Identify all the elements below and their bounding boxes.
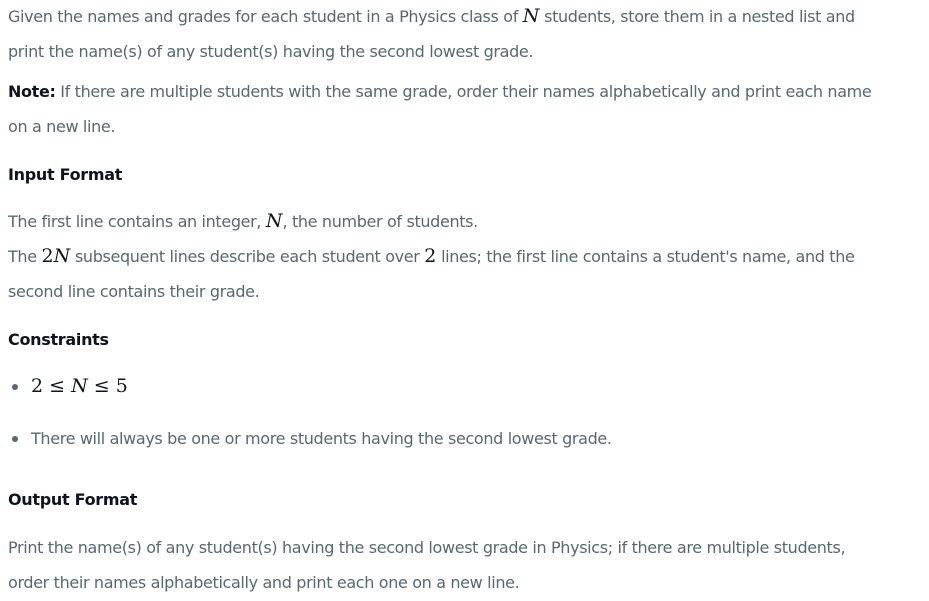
input-format-paragraph	[8, 204, 923, 309]
math-constraint	[31, 369, 128, 404]
math-upper: 5	[115, 375, 128, 397]
math-two: 2	[41, 245, 54, 267]
constraint-item-guarantee	[8, 421, 612, 456]
intro-text-before: Given the names and grades for each student in a Physics class of	[8, 7, 518, 26]
math-n: N	[53, 245, 71, 267]
intro-paragraph	[8, 0, 923, 69]
constraint-item-range	[8, 369, 128, 404]
math-lower: 2	[31, 375, 44, 397]
input-line-2-middle: subsequent lines describe each student over	[74, 247, 420, 266]
note-paragraph	[8, 74, 923, 144]
output-line-1: Print the name(s) of any student(s) having the second lowest grade in Physics; if there are multiple students,	[8, 538, 846, 557]
note-line-1: If there are multiple students with the same grade, order their names alphabetically and print each name	[60, 82, 872, 101]
math-leq: ≤	[93, 375, 110, 397]
input-line-1-before: The first line contains an integer,	[8, 212, 262, 231]
math-n: N	[71, 375, 88, 397]
math-2n	[41, 245, 70, 267]
constraint-text: There will always be one or more students having the second lowest grade.	[31, 429, 612, 448]
input-line-1-after: , the number of students.	[282, 212, 478, 231]
note-label: Note:	[8, 82, 56, 101]
output-line-2: order their names alphabetically and print each one on a new line.	[8, 573, 520, 592]
output-format-paragraph	[8, 530, 923, 600]
output-format-heading: Output Format	[8, 490, 138, 509]
constraints-heading: Constraints	[8, 330, 109, 349]
intro-text-after: students, store them in a nested list and	[544, 7, 855, 26]
math-two: 2	[424, 245, 437, 267]
math-leq: ≤	[49, 375, 66, 397]
intro-line-2: print the name(s) of any student(s) having the second lowest grade.	[8, 42, 534, 61]
input-line-2-after: lines; the first line contains a student's name, and the	[441, 247, 855, 266]
input-format-heading: Input Format	[8, 165, 123, 184]
input-line-3: second line contains their grade.	[8, 282, 260, 301]
bullet-dot	[12, 436, 18, 442]
math-n: N	[522, 5, 540, 27]
math-n: N	[265, 210, 283, 232]
bullet-dot	[12, 384, 18, 390]
note-line-2: on a new line.	[8, 117, 116, 136]
input-line-2-before: The	[8, 247, 37, 266]
